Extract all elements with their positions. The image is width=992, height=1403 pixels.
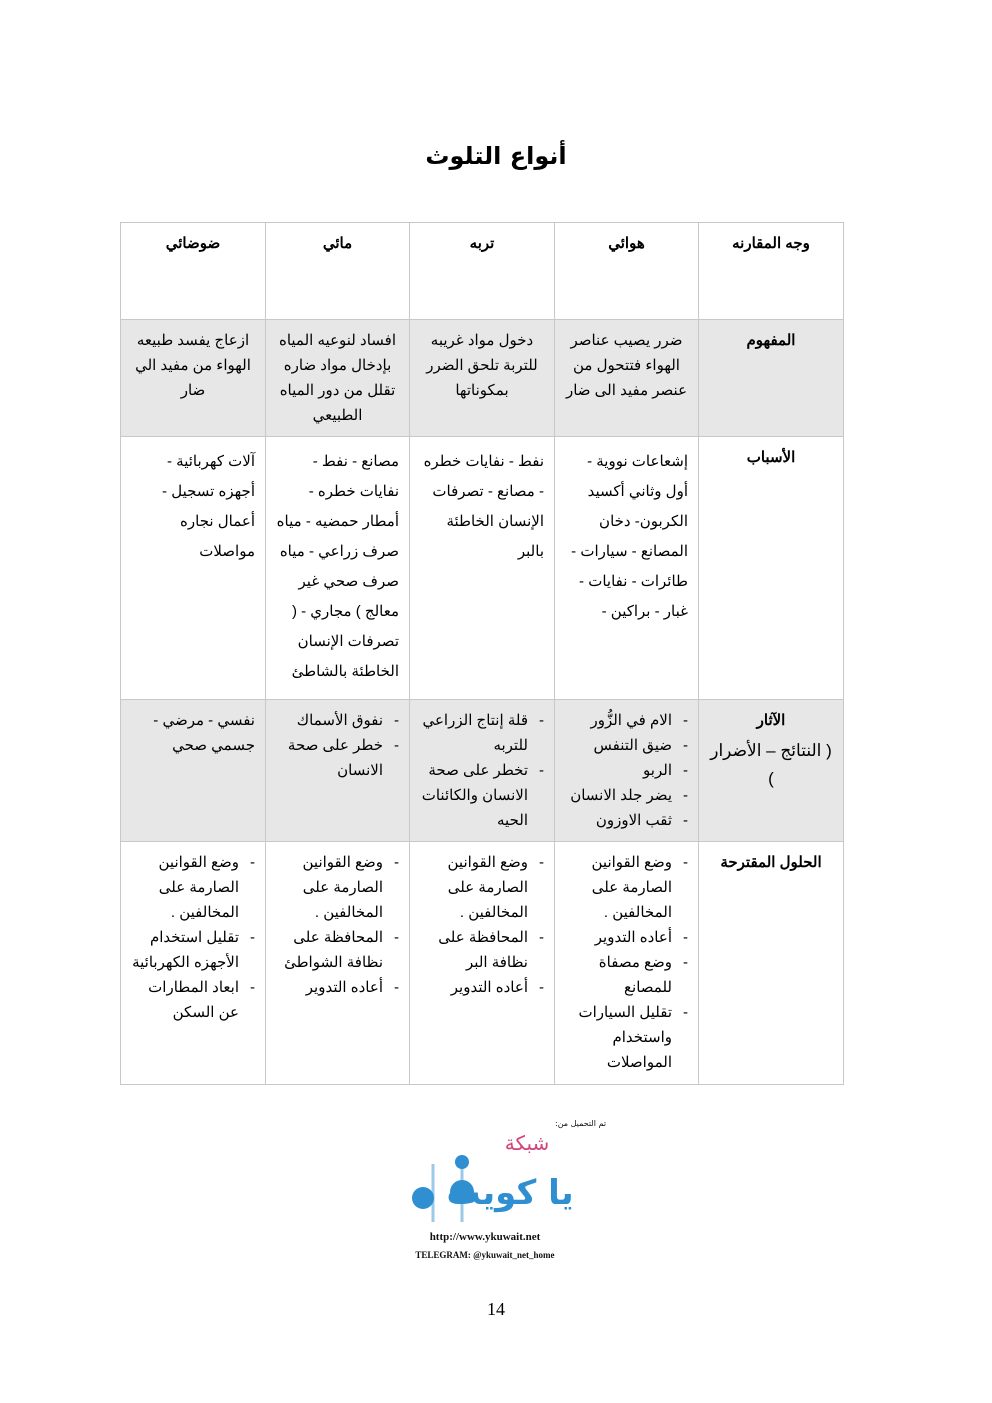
- table-header-row: [121, 223, 844, 320]
- header-soil: تربه: [410, 223, 555, 320]
- list-item: - المحافظة على نظافة الشواطئ: [276, 925, 399, 975]
- row-label-concept: المفهوم: [699, 320, 844, 437]
- cell-concept-water: افساد لنوعيه المياه بإدخال مواد ضاره تقلل من دور المياه الطبيعي: [266, 320, 410, 437]
- list-item: - وضع القوانين الصارمة على المخالفين .: [420, 850, 544, 925]
- row-label-effects: [699, 700, 844, 842]
- tower-sphere-left: [412, 1187, 434, 1209]
- cell-causes-air: إشعاعات نووية - أول وثاني أكسيد الكربون- دخان المصانع - سيارات - طائرات - نفايات - غبار - براكين -: [555, 437, 699, 700]
- effects-label: الآثار: [756, 712, 786, 729]
- comparison-table: [120, 222, 844, 1085]
- cell-solutions-soil: [410, 842, 555, 1085]
- table-row-causes: [121, 437, 844, 700]
- ykuwait-logo: [405, 1112, 607, 1270]
- list-item: - وضع القوانين الصارمة على المخالفين .: [565, 850, 688, 925]
- list-item: - وضع مصفاة للمصانع: [565, 950, 688, 1000]
- list-item: - يضر جلد الانسان: [565, 783, 688, 808]
- header-comparison-aspect: وجه المقارنه: [699, 223, 844, 320]
- list-item: - أعاده التدوير: [276, 975, 399, 1000]
- logo-telegram-text: TELEGRAM: @ykuwait_net_home: [415, 1250, 555, 1260]
- cell-solutions-water: [266, 842, 410, 1085]
- row-label-causes: الأسباب: [699, 437, 844, 700]
- cell-solutions-noise: [121, 842, 266, 1085]
- list-item: - المحافظة على نظافة البر: [420, 925, 544, 975]
- list-item: - نفوق الأسماك: [276, 708, 399, 733]
- cell-concept-noise: ازعاج يفسد طبيعه الهواء من مفيد الي ضار: [121, 320, 266, 437]
- list-item: - أعاده التدوير: [565, 925, 688, 950]
- header-noise: ضوضائي: [121, 223, 266, 320]
- page-title: أنواع التلوث: [425, 142, 567, 170]
- list-item: - الربو: [565, 758, 688, 783]
- header-water: مائي: [266, 223, 410, 320]
- logo-caption: تم التحميل من:: [555, 1119, 607, 1128]
- cell-causes-noise: آلات كهربائية - أجهزه تسجيل - أعمال نجاره مواصلات: [121, 437, 266, 700]
- table-row-solutions: [121, 842, 844, 1085]
- cell-effects-water: [266, 700, 410, 842]
- effects-sublabel: ( النتائج – الأضرار ): [710, 741, 832, 788]
- list-item: - خطر على صحة الانسان: [276, 733, 399, 783]
- cell-effects-soil: [410, 700, 555, 842]
- cell-causes-water: مصانع - نفط - نفايات خطره - أمطار حمضيه - مياه صرف زراعي - مياه صرف صحي غير معالج ) مجاري - ( تصرفات الإنسان الخاطئة بالشاطئ: [266, 437, 410, 700]
- list-item: - ابعاد المطارات عن السكن: [131, 975, 255, 1025]
- table-row-effects: [121, 700, 844, 842]
- list-item: - قلة إنتاج الزراعي للتربه: [420, 708, 544, 758]
- cell-effects-air: [555, 700, 699, 842]
- list-item: - ضيق التنفس: [565, 733, 688, 758]
- cell-causes-soil: نفط - نفايات خطره - مصانع - تصرفات الإنسان الخاطئة بالبر: [410, 437, 555, 700]
- list-item: - وضع القوانين الصارمة على المخالفين .: [131, 850, 255, 925]
- list-item: - تخطر على صحة الانسان والكائنات الحيه: [420, 758, 544, 833]
- page-number: 14: [487, 1299, 505, 1319]
- cell-concept-soil: دخول مواد غريبه للتربة تلحق الضرر بمكوناتها: [410, 320, 555, 437]
- list-item: - وضع القوانين الصارمة على المخالفين .: [276, 850, 399, 925]
- list-item: - تقليل السيارات واستخدام المواصلات: [565, 1000, 688, 1075]
- row-label-solutions: الحلول المقترحة: [699, 842, 844, 1085]
- list-item: - تقليل استخدام الأجهزه الكهربائية: [131, 925, 255, 975]
- logo-network-text: شبكة: [504, 1131, 550, 1155]
- list-item: - الام في الزُّور: [565, 708, 688, 733]
- logo-url-text: http://www.ykuwait.net: [429, 1231, 541, 1243]
- cell-concept-air: ضرر يصيب عناصر الهواء فتتحول من عنصر مفيد الى ضار: [555, 320, 699, 437]
- logo-brand-text: يا كويت: [446, 1173, 574, 1213]
- header-air: هوائي: [555, 223, 699, 320]
- list-item: - أعاده التدوير: [420, 975, 544, 1000]
- list-item: - ثقب الاوزون: [565, 808, 688, 833]
- cell-effects-noise: نفسي - مرضي - جسمي صحي: [121, 700, 266, 842]
- tower-sphere-top: [455, 1155, 469, 1169]
- cell-solutions-air: [555, 842, 699, 1085]
- table-row-concept: [121, 320, 844, 437]
